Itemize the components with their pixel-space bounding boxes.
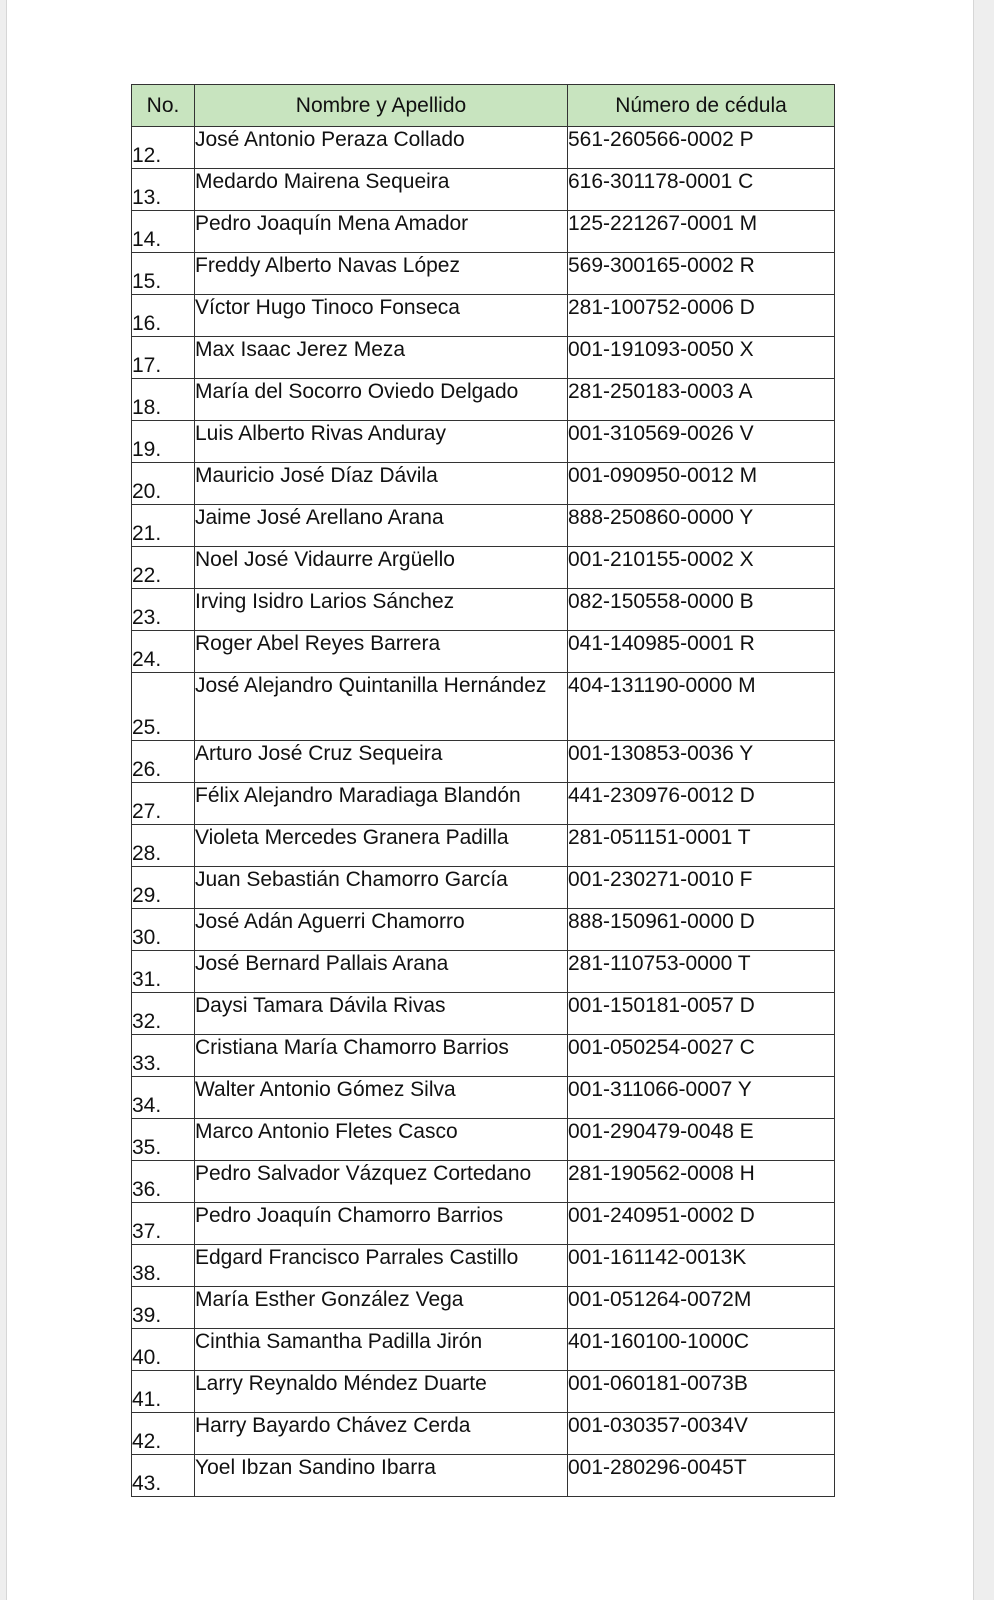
table-row [132, 379, 835, 421]
table-row [132, 867, 835, 909]
header-name: Nombre y Apellido [195, 85, 568, 127]
row-name: Irving Isidro Larios Sánchez [195, 589, 568, 631]
row-name: Pedro Joaquín Chamorro Barrios [195, 1203, 568, 1245]
row-number: 18. [132, 379, 195, 421]
table-row [132, 1245, 835, 1287]
table-row [132, 295, 835, 337]
table-row [132, 741, 835, 783]
row-number: 32. [132, 993, 195, 1035]
row-cedula: 001-050254-0027 C [568, 1035, 835, 1077]
table-row [132, 1413, 835, 1455]
row-number: 35. [132, 1119, 195, 1161]
table-row [132, 951, 835, 993]
row-name: Roger Abel Reyes Barrera [195, 631, 568, 673]
row-name: Freddy Alberto Navas López [195, 253, 568, 295]
table-row [132, 463, 835, 505]
row-number: 13. [132, 169, 195, 211]
row-name: Walter Antonio Gómez Silva [195, 1077, 568, 1119]
header-no: No. [132, 85, 195, 127]
row-name: Luis Alberto Rivas Anduray [195, 421, 568, 463]
row-name: Arturo José Cruz Sequeira [195, 741, 568, 783]
row-number: 42. [132, 1413, 195, 1455]
row-number: 31. [132, 951, 195, 993]
table-row [132, 1329, 835, 1371]
row-cedula: 001-130853-0036 Y [568, 741, 835, 783]
table-row [132, 421, 835, 463]
row-name: María del Socorro Oviedo Delgado [195, 379, 568, 421]
document-page [6, 0, 974, 1600]
row-cedula: 001-051264-0072M [568, 1287, 835, 1329]
row-name: José Adán Aguerri Chamorro [195, 909, 568, 951]
row-cedula: 001-290479-0048 E [568, 1119, 835, 1161]
row-number: 23. [132, 589, 195, 631]
row-cedula: 888-150961-0000 D [568, 909, 835, 951]
table-row [132, 1455, 835, 1497]
table-row [132, 589, 835, 631]
row-name: José Alejandro Quintanilla Hernández [195, 673, 568, 741]
row-cedula: 001-030357-0034V [568, 1413, 835, 1455]
row-name: Violeta Mercedes Granera Padilla [195, 825, 568, 867]
table-row [132, 337, 835, 379]
row-cedula: 001-210155-0002 X [568, 547, 835, 589]
row-name: Cristiana María Chamorro Barrios [195, 1035, 568, 1077]
row-cedula: 001-311066-0007 Y [568, 1077, 835, 1119]
row-name: Edgard Francisco Parrales Castillo [195, 1245, 568, 1287]
table-row [132, 673, 835, 741]
table-row [132, 1035, 835, 1077]
table-row [132, 825, 835, 867]
row-name: José Bernard Pallais Arana [195, 951, 568, 993]
row-cedula: 001-230271-0010 F [568, 867, 835, 909]
row-cedula: 001-240951-0002 D [568, 1203, 835, 1245]
row-cedula: 281-110753-0000 T [568, 951, 835, 993]
row-name: María Esther González Vega [195, 1287, 568, 1329]
row-number: 29. [132, 867, 195, 909]
row-number: 43. [132, 1455, 195, 1497]
row-cedula: 888-250860-0000 Y [568, 505, 835, 547]
row-number: 26. [132, 741, 195, 783]
row-number: 33. [132, 1035, 195, 1077]
row-number: 38. [132, 1245, 195, 1287]
names-table [131, 84, 835, 1497]
row-name: Harry Bayardo Chávez Cerda [195, 1413, 568, 1455]
row-name: Félix Alejandro Maradiaga Blandón [195, 783, 568, 825]
row-number: 40. [132, 1329, 195, 1371]
row-cedula: 281-100752-0006 D [568, 295, 835, 337]
row-name: Noel José Vidaurre Argüello [195, 547, 568, 589]
header-cedula: Número de cédula [568, 85, 835, 127]
row-name: Pedro Joaquín Mena Amador [195, 211, 568, 253]
row-number: 30. [132, 909, 195, 951]
row-cedula: 001-090950-0012 M [568, 463, 835, 505]
row-number: 36. [132, 1161, 195, 1203]
row-cedula: 281-250183-0003 A [568, 379, 835, 421]
row-number: 20. [132, 463, 195, 505]
row-cedula: 441-230976-0012 D [568, 783, 835, 825]
row-cedula: 281-190562-0008 H [568, 1161, 835, 1203]
row-number: 39. [132, 1287, 195, 1329]
table-row [132, 1203, 835, 1245]
row-name: Juan Sebastián Chamorro García [195, 867, 568, 909]
row-number: 12. [132, 127, 195, 169]
row-number: 27. [132, 783, 195, 825]
row-number: 37. [132, 1203, 195, 1245]
row-name: Pedro Salvador Vázquez Cortedano [195, 1161, 568, 1203]
row-cedula: 001-310569-0026 V [568, 421, 835, 463]
row-cedula: 404-131190-0000 M [568, 673, 835, 741]
row-name: Daysi Tamara Dávila Rivas [195, 993, 568, 1035]
row-name: Medardo Mairena Sequeira [195, 169, 568, 211]
row-cedula: 281-051151-0001 T [568, 825, 835, 867]
table-row [132, 909, 835, 951]
row-cedula: 041-140985-0001 R [568, 631, 835, 673]
row-number: 21. [132, 505, 195, 547]
row-cedula: 125-221267-0001 M [568, 211, 835, 253]
table-body [132, 127, 835, 1497]
row-number: 41. [132, 1371, 195, 1413]
row-cedula: 616-301178-0001 C [568, 169, 835, 211]
table-row [132, 1161, 835, 1203]
row-name: Marco Antonio Fletes Casco [195, 1119, 568, 1161]
row-number: 19. [132, 421, 195, 463]
row-cedula: 001-161142-0013K [568, 1245, 835, 1287]
row-name: Mauricio José Díaz Dávila [195, 463, 568, 505]
table-row [132, 1287, 835, 1329]
table-row [132, 1119, 835, 1161]
row-number: 28. [132, 825, 195, 867]
row-name: Yoel Ibzan Sandino Ibarra [195, 1455, 568, 1497]
row-number: 34. [132, 1077, 195, 1119]
table-row [132, 505, 835, 547]
table-row [132, 993, 835, 1035]
table-row [132, 1371, 835, 1413]
row-number: 25. [132, 673, 195, 741]
table-row [132, 211, 835, 253]
row-number: 16. [132, 295, 195, 337]
row-number: 22. [132, 547, 195, 589]
row-number: 24. [132, 631, 195, 673]
row-name: Larry Reynaldo Méndez Duarte [195, 1371, 568, 1413]
row-name: Max Isaac Jerez Meza [195, 337, 568, 379]
row-cedula: 001-280296-0045T [568, 1455, 835, 1497]
table-row [132, 169, 835, 211]
table-header [132, 85, 835, 127]
table-row [132, 783, 835, 825]
row-cedula: 001-150181-0057 D [568, 993, 835, 1035]
row-cedula: 001-191093-0050 X [568, 337, 835, 379]
row-cedula: 569-300165-0002 R [568, 253, 835, 295]
table-row [132, 127, 835, 169]
row-number: 17. [132, 337, 195, 379]
row-cedula: 561-260566-0002 P [568, 127, 835, 169]
row-cedula: 001-060181-0073B [568, 1371, 835, 1413]
table-row [132, 631, 835, 673]
table-row [132, 1077, 835, 1119]
row-name: Jaime José Arellano Arana [195, 505, 568, 547]
row-name: José Antonio Peraza Collado [195, 127, 568, 169]
row-cedula: 082-150558-0000 B [568, 589, 835, 631]
row-number: 14. [132, 211, 195, 253]
row-cedula: 401-160100-1000C [568, 1329, 835, 1371]
header-row [132, 85, 835, 127]
table-row [132, 547, 835, 589]
row-name: Cinthia Samantha Padilla Jirón [195, 1329, 568, 1371]
table-row [132, 253, 835, 295]
row-number: 15. [132, 253, 195, 295]
row-name: Víctor Hugo Tinoco Fonseca [195, 295, 568, 337]
